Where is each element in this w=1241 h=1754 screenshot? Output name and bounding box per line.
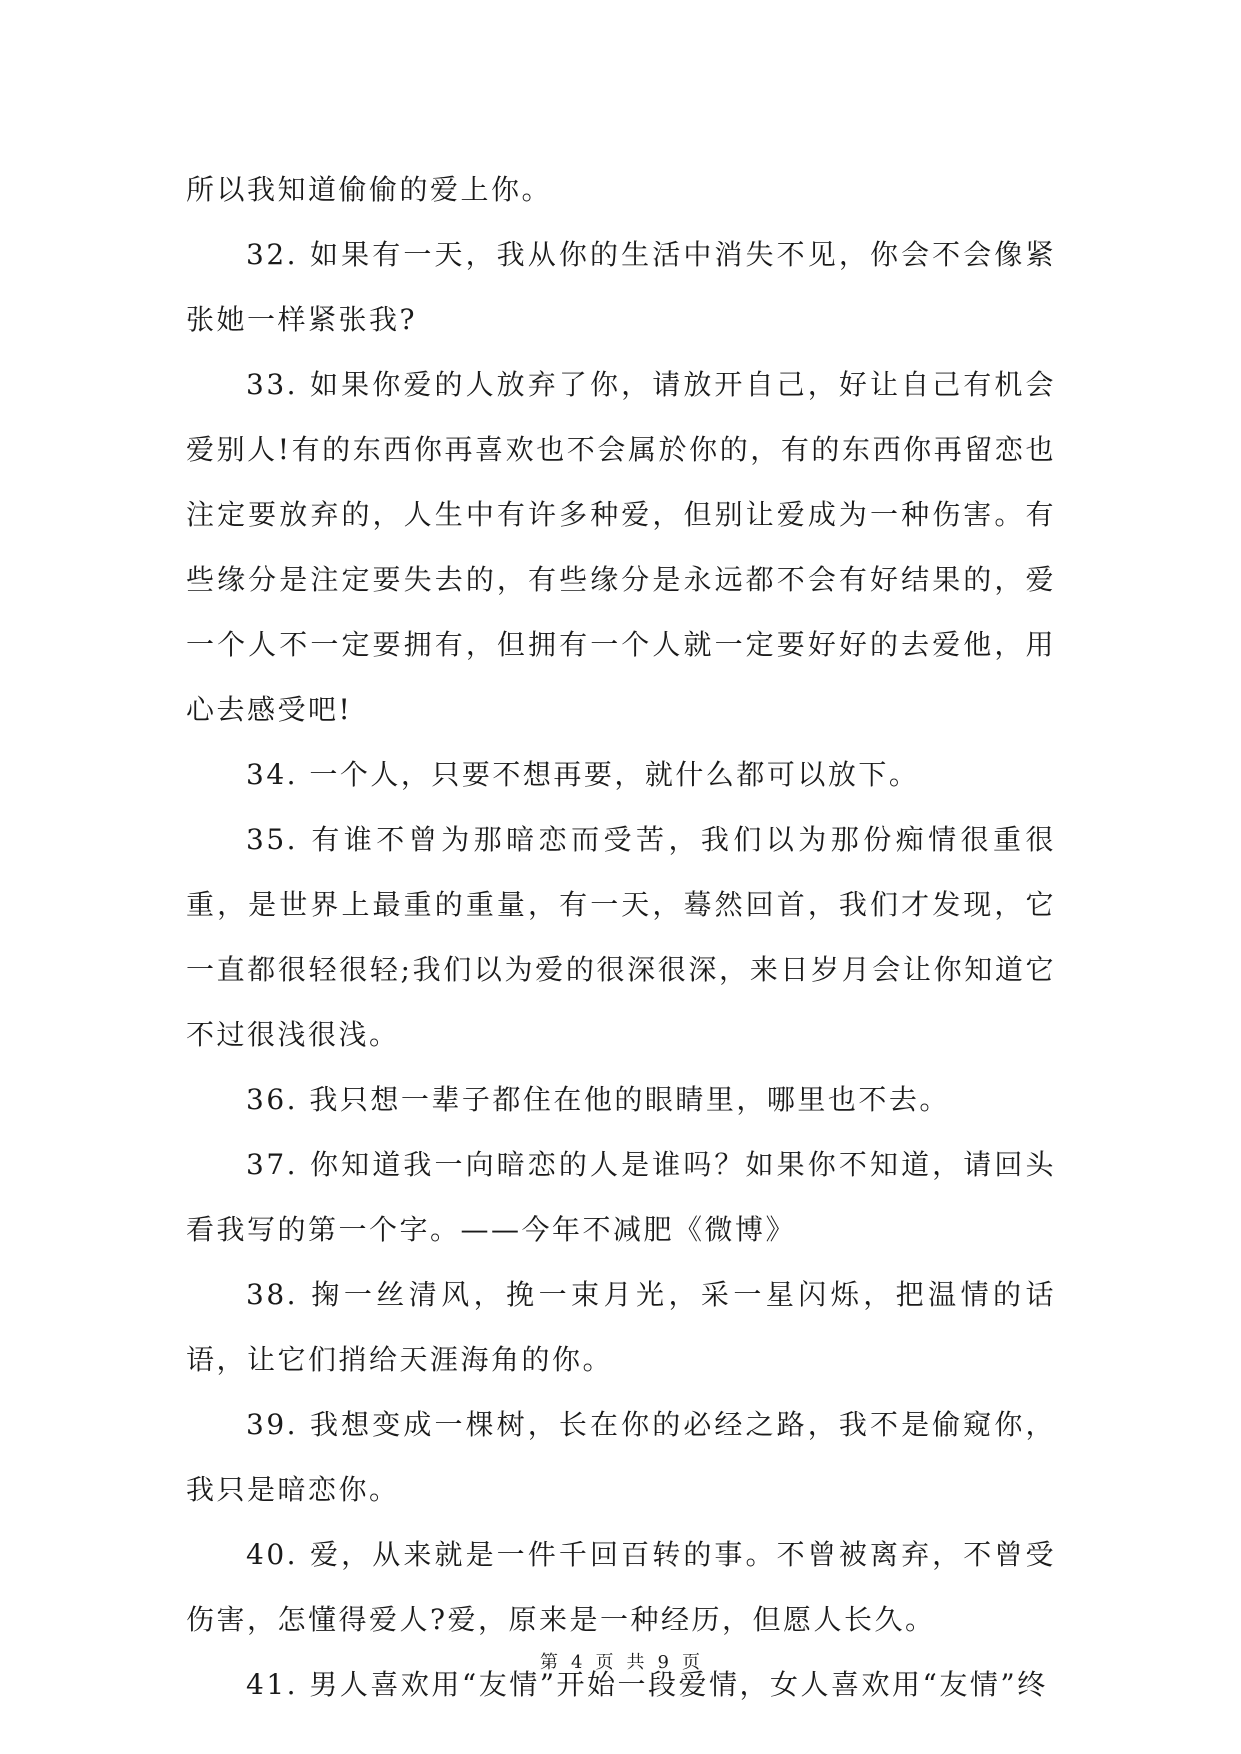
footer-total-pages: 9 xyxy=(657,1652,670,1673)
paragraph-33: 33. 如果你爱的人放弃了你，请放开自己，好让自己有机会爱别人!有的东西你再喜欢也不会属於你的，有的东西你再留恋也注定要放弃的，人生中有许多种爱，但别让爱成为一种伤害。有些缘分是注定要失去的，有些缘分是永远都不会有好结果的，爱一个人不一定要拥有，但拥有一个人就一定要好好的去爱他，用心去感受吧! xyxy=(186,368,1056,726)
footer-total-label: 共 xyxy=(626,1652,646,1673)
footer-page-label: 页 xyxy=(595,1652,615,1673)
paragraph-35: 35. 有谁不曾为那暗恋而受苦，我们以为那份痴情很重很重，是世界上最重的重量，有一天，蓦然回首，我们才发现，它一直都很轻很轻;我们以为爱的很深很深，来日岁月会让你知道它不过很浅很浅。 xyxy=(186,823,1056,1051)
page-footer xyxy=(0,1648,1241,1674)
paragraph-34: 34. 一个人，只要不想再要，就什么都可以放下。 xyxy=(246,758,920,791)
paragraph-37: 37. 你知道我一向暗恋的人是谁吗？如果你不知道，请回头看我写的第一个字。——今年不减肥《微博》 xyxy=(186,1148,1056,1246)
paragraph-continuation: 所以我知道偷偷的爱上你。 xyxy=(186,173,553,206)
footer-suffix: 页 xyxy=(681,1652,701,1673)
footer-current-page: 4 xyxy=(571,1652,584,1673)
paragraph-41: 41. 男人喜欢用“友情”开始一段爱情，女人喜欢用“友情”终 xyxy=(246,1668,1048,1701)
paragraph-38: 38. 掬一丝清风，挽一束月光，采一星闪烁，把温情的话语，让它们捎给天涯海角的你。 xyxy=(186,1278,1056,1376)
paragraph-40: 40. 爱，从来就是一件千回百转的事。不曾被离弃，不曾受伤害，怎懂得爱人?爱，原来是一种经历，但愿人长久。 xyxy=(186,1538,1056,1636)
paragraph-36: 36. 我只想一辈子都住在他的眼睛里，哪里也不去。 xyxy=(246,1083,950,1116)
paragraph-32: 32. 如果有一天，我从你的生活中消失不见，你会不会像紧张她一样紧张我? xyxy=(186,238,1056,336)
document-body xyxy=(186,157,1056,1717)
paragraph-39: 39. 我想变成一棵树，长在你的必经之路，我不是偷窥你，我只是暗恋你。 xyxy=(186,1408,1056,1506)
footer-prefix: 第 xyxy=(540,1652,560,1673)
